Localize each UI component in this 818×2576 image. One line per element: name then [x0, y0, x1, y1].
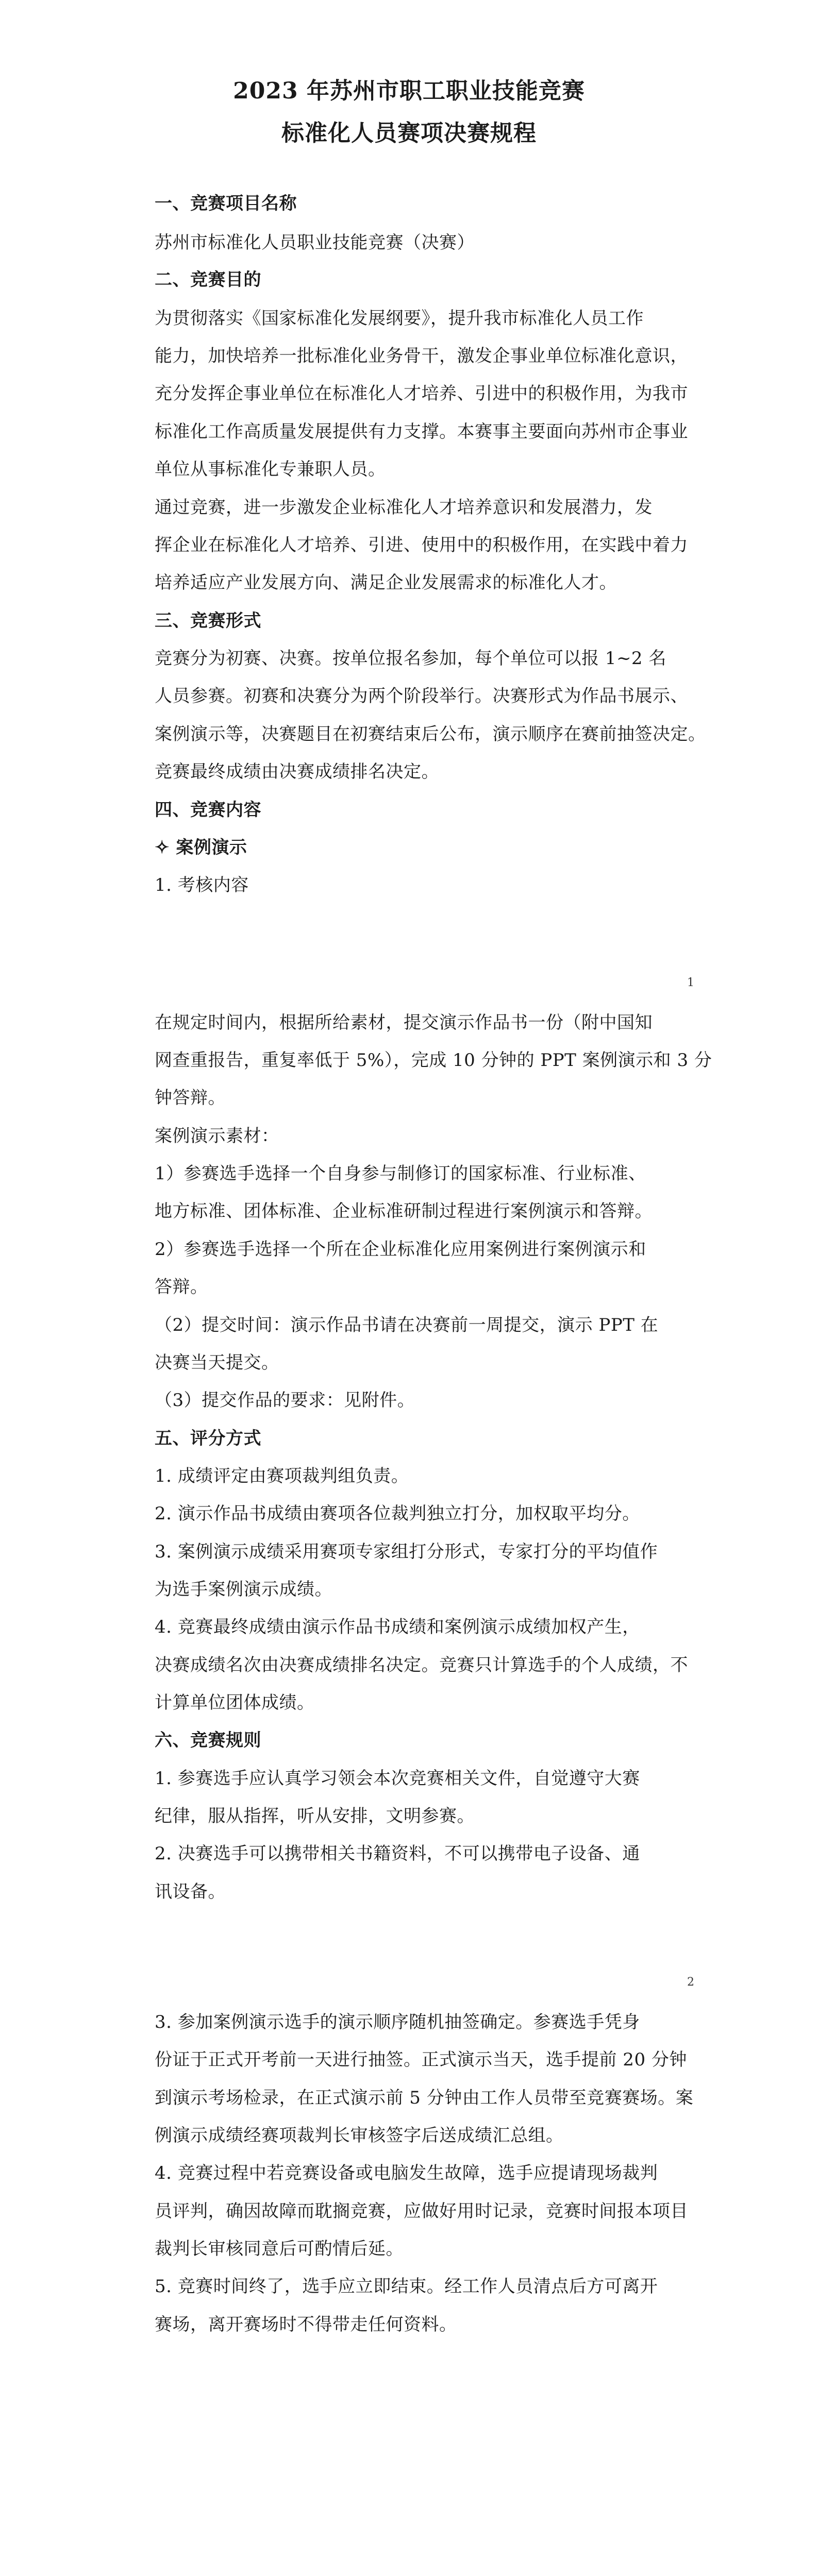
paragraph-line: 份证于正式开考前一天进行抽签。正式演示当天，选手提前 20 分钟 — [155, 2049, 687, 2070]
paragraph-line: 1. 成绩评定由赛项裁判组负责。 — [155, 1466, 409, 1486]
section-heading: 二、竞赛目的 — [155, 269, 261, 290]
paragraph-line: 钟答辩。 — [155, 1088, 226, 1108]
paragraph-line: 地方标准、团体标准、企业标准研制过程进行案例演示和答辩。 — [155, 1201, 653, 1222]
paragraph-line: 培养适应产业发展方向、满足企业发展需求的标准化人才。 — [155, 572, 617, 593]
paragraph-line: （3）提交作品的要求：见附件。 — [155, 1390, 415, 1411]
paragraph-line: 答辩。 — [155, 1277, 208, 1297]
paragraph-line: 在规定时间内，根据所给素材，提交演示作品书一份（附中国知 — [155, 1012, 653, 1033]
paragraph-line: 网查重报告，重复率低于 5%），完成 10 分钟的 PPT 案例演示和 3 分 — [155, 1050, 712, 1071]
subsection-heading: ✧ 案例演示 — [155, 837, 247, 858]
paragraph-line: 例演示成绩经赛项裁判长审核签字后送成绩汇总组。 — [155, 2125, 564, 2146]
paragraph-line: 1）参赛选手选择一个自身参与制修订的国家标准、行业标准、 — [155, 1163, 646, 1184]
paragraph-line: 2. 决赛选手可以携带相关书籍资料，不可以携带电子设备、通 — [155, 1843, 640, 1864]
paragraph-line: 苏州市标准化人员职业技能竞赛（决赛） — [155, 232, 475, 253]
paragraph-line: 3. 案例演示成绩采用赛项专家组打分形式，专家打分的平均值作 — [155, 1541, 658, 1562]
section-heading: 三、竞赛形式 — [155, 611, 261, 631]
paragraph-line: （2）提交时间：演示作品书请在决赛前一周提交，演示 PPT 在 — [155, 1315, 659, 1335]
paragraph-line: 单位从事标准化专兼职人员。 — [155, 459, 386, 480]
section-heading: 六、竞赛规则 — [155, 1730, 261, 1751]
paragraph-line: 计算单位团体成绩。 — [155, 1692, 315, 1713]
section-heading: 一、竞赛项目名称 — [155, 193, 297, 214]
paragraph-line: 人员参赛。初赛和决赛分为两个阶段举行。决赛形式为作品书展示、 — [155, 686, 688, 706]
paragraph-line: 决赛当天提交。 — [155, 1352, 279, 1373]
paragraph-line: 充分发挥企事业单位在标准化人才培养、引进中的积极作用，为我市 — [155, 383, 688, 404]
paragraph-line: 裁判长审核同意后可酌情后延。 — [155, 2239, 404, 2259]
paragraph-line: 3. 参加案例演示选手的演示顺序随机抽签确定。参赛选手凭身 — [155, 2012, 640, 2032]
paragraph-line: 到演示考场检录，在正式演示前 5 分钟由工作人员带至竞赛赛场。案 — [155, 2088, 694, 2108]
paragraph-line: 2）参赛选手选择一个所在企业标准化应用案例进行案例演示和 — [155, 1239, 646, 1260]
paragraph-line: 纪律，服从指挥，听从安排，文明参赛。 — [155, 1806, 475, 1826]
paragraph-line: 讯设备。 — [155, 1882, 226, 1902]
paragraph-line: 为贯彻落实《国家标准化发展纲要》，提升我市标准化人员工作 — [155, 308, 644, 329]
paragraph-line: 竞赛最终成绩由决赛成绩排名决定。 — [155, 761, 439, 782]
document-title-line1: 2023 年苏州市职工职业技能竞赛 — [233, 78, 585, 104]
paragraph-line: 5. 竞赛时间终了，选手应立即结束。经工作人员清点后方可离开 — [155, 2276, 658, 2297]
paragraph-line: 竞赛分为初赛、决赛。按单位报名参加，每个单位可以报 1~2 名 — [155, 648, 666, 669]
paragraph-line: 4. 竞赛最终成绩由演示作品书成绩和案例演示成绩加权产生， — [155, 1617, 640, 1637]
paragraph-line: 赛场，离开赛场时不得带走任何资料。 — [155, 2314, 457, 2335]
page-number: 1 — [687, 976, 694, 989]
document-title-line2: 标准化人员赛项决赛规程 — [281, 120, 537, 146]
paragraph-line: 案例演示素材： — [155, 1126, 279, 1146]
paragraph-line: 挥企业在标准化人才培养、引进、使用中的积极作用，在实践中着力 — [155, 535, 688, 555]
paragraph-line: 4. 竞赛过程中若竞赛设备或电脑发生故障，选手应提请现场裁判 — [155, 2163, 658, 2183]
paragraph-line: 标准化工作高质量发展提供有力支撑。本赛事主要面向苏州市企事业 — [155, 421, 688, 442]
page-number: 2 — [687, 1976, 694, 1989]
paragraph-line: 员评判，确因故障而耽搁竞赛，应做好用时记录，竞赛时间报本项目 — [155, 2201, 688, 2222]
paragraph-line: 为选手案例演示成绩。 — [155, 1579, 332, 1600]
paragraph-line: 1. 考核内容 — [155, 875, 249, 895]
paragraph-line: 1. 参赛选手应认真学习领会本次竞赛相关文件，自觉遵守大赛 — [155, 1768, 640, 1789]
section-heading: 五、评分方式 — [155, 1428, 261, 1449]
paragraph-line: 通过竞赛，进一步激发企业标准化人才培养意识和发展潜力，发 — [155, 497, 653, 518]
paragraph-line: 决赛成绩名次由决赛成绩排名决定。竞赛只计算选手的个人成绩，不 — [155, 1655, 688, 1675]
paragraph-line: 2. 演示作品书成绩由赛项各位裁判独立打分，加权取平均分。 — [155, 1503, 640, 1524]
section-heading: 四、竞赛内容 — [155, 800, 261, 820]
paragraph-line: 案例演示等，决赛题目在初赛结束后公布，演示顺序在赛前抽签决定。 — [155, 724, 706, 744]
paragraph-line: 能力，加快培养一批标准化业务骨干，激发企事业单位标准化意识， — [155, 346, 688, 366]
